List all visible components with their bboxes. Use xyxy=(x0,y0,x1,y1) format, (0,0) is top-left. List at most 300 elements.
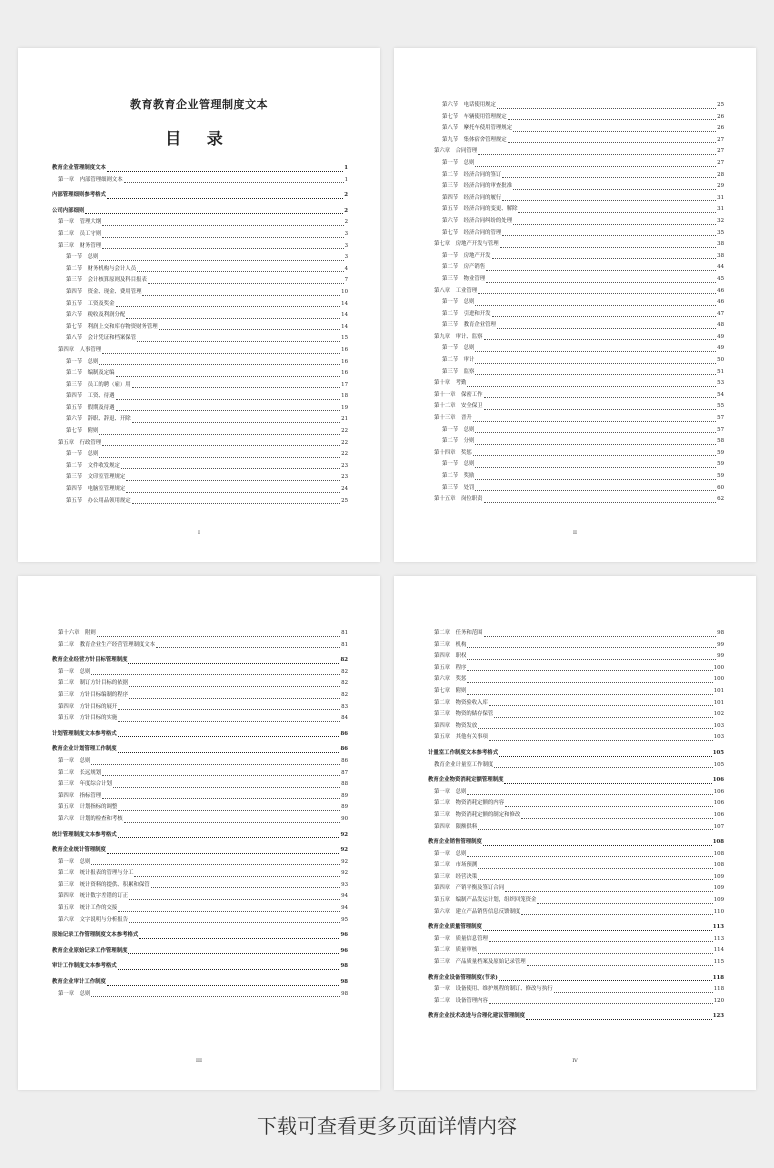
toc-entry-page: 100 xyxy=(713,676,724,683)
toc-entry-title: 第六节 辞职、辞退、开除 xyxy=(66,416,131,423)
toc-entry-page: 25 xyxy=(717,102,724,108)
toc-entry-page: 31 xyxy=(717,206,724,213)
toc-entry xyxy=(428,872,724,884)
toc-leader-dots xyxy=(483,930,712,931)
toc-entry-title: 第五节 办公用品领用规定 xyxy=(66,497,131,504)
toc-entry xyxy=(52,702,348,714)
toc-entry-title: 教育企业质量管理制度 xyxy=(428,924,482,931)
toc-leader-dots xyxy=(475,166,716,167)
toc-leader-dots xyxy=(508,119,716,120)
toc-entry xyxy=(428,378,724,390)
toc-leader-dots xyxy=(489,1003,713,1004)
toc-entry xyxy=(428,837,724,849)
toc-entry-page: 1 xyxy=(344,176,348,183)
toc-entry-title: 第六节 经济合同纠纷的处理 xyxy=(442,217,513,224)
toc-entry-title: 第一章 管理大纲 xyxy=(58,219,102,226)
toc-entry-page: 103 xyxy=(713,734,724,741)
document-page-2 xyxy=(394,48,756,562)
toc-leader-dots xyxy=(499,980,712,981)
toc-entry-title: 审计工作制度文本参考格式 xyxy=(52,963,117,970)
toc-entry-page: 10 xyxy=(341,288,348,295)
toc-entry-page: 3 xyxy=(344,242,348,249)
toc-entry xyxy=(52,333,348,345)
toc-entry-page: 22 xyxy=(341,428,348,435)
toc-entry-title: 第三章 财务管理 xyxy=(58,242,102,249)
toc-entry xyxy=(428,228,724,240)
toc-entry-page: 81 xyxy=(341,641,348,648)
toc-entry-page: 89 xyxy=(341,804,348,811)
toc-entry-title: 第九章 审计、监察 xyxy=(434,333,483,340)
toc-entry-title: 第一章 总则 xyxy=(58,858,91,865)
toc-leader-dots xyxy=(102,798,340,799)
toc-entry-title: 第五章 计划指标的调整 xyxy=(58,804,118,811)
toc-entry-title: 第十五章 岗位职责 xyxy=(434,496,483,503)
toc-entry-page: 105 xyxy=(712,749,724,756)
toc-leader-dots xyxy=(484,502,717,503)
toc-leader-dots xyxy=(129,922,340,923)
toc-entry-title: 第六章 合同管理 xyxy=(434,148,478,155)
toc-entry xyxy=(428,286,724,298)
toc-leader-dots xyxy=(489,941,713,942)
toc-entry xyxy=(428,274,724,286)
toc-entry-title: 教育企业销售管理制度 xyxy=(428,839,482,846)
toc-entry-title: 第三章 经营决策 xyxy=(434,873,478,880)
toc-entry-page: 16 xyxy=(341,370,348,377)
toc-entry xyxy=(428,320,724,332)
toc-entry xyxy=(428,810,724,822)
toc-entry xyxy=(428,343,724,355)
toc-entry-title: 统计管理制度文本参考格式 xyxy=(52,831,117,838)
toc-leader-dots xyxy=(102,775,340,776)
toc-entry-title: 第二节 房产销售 xyxy=(442,264,486,271)
toc-entry-title: 第九节 集体宿舍管理规定 xyxy=(442,136,507,143)
toc-leader-dots xyxy=(132,422,340,423)
toc-leader-dots xyxy=(467,856,712,857)
toc-leader-dots xyxy=(497,108,716,109)
toc-leader-dots xyxy=(475,432,716,433)
toc-entry-page: 51 xyxy=(717,368,724,375)
toc-leader-dots xyxy=(99,434,340,435)
toc-entry-title: 教育企业审计工作制度 xyxy=(52,979,106,986)
toc-entry-title: 第十二章 安全保卫 xyxy=(434,403,483,410)
toc-entry xyxy=(52,264,348,276)
toc-entry xyxy=(52,779,348,791)
toc-entry-page: 59 xyxy=(717,461,724,468)
toc-entry-page: 102 xyxy=(713,711,724,718)
toc-entry-title: 第三节 会计核算原则及科目报表 xyxy=(66,277,147,284)
toc-entry-title: 第二章 统计报表的管理与分工 xyxy=(58,870,134,877)
toc-entry xyxy=(428,216,724,228)
toc-entry-title: 第七节 车辆使用管理规定 xyxy=(442,113,507,120)
toc-entry xyxy=(52,802,348,814)
toc-entry xyxy=(52,484,348,496)
toc-entry-page: 54 xyxy=(717,391,724,398)
toc-entry-page: 106 xyxy=(713,788,724,795)
toc-entry-page: 22 xyxy=(341,439,348,446)
toc-entry-title: 第二章 任务和范围 xyxy=(434,630,483,636)
toc-leader-dots xyxy=(128,663,339,664)
toc-entry-page: 16 xyxy=(341,346,348,353)
toc-entry xyxy=(428,957,724,969)
toc-entry-page: 57 xyxy=(717,415,724,422)
toc-entry-page: 49 xyxy=(717,345,724,352)
toc-leader-dots xyxy=(502,177,716,178)
toc-entry-title: 第三章 统计资料的提供、积累和保管 xyxy=(58,881,150,888)
toc-entry-page: 4 xyxy=(344,265,348,272)
toc-entry xyxy=(52,857,348,869)
toc-entry xyxy=(52,414,348,426)
toc-entry xyxy=(52,163,348,175)
toc-entry-title: 第七章 房地产开发与管理 xyxy=(434,241,499,248)
toc-entry-page: 105 xyxy=(713,761,724,768)
toc-entry xyxy=(428,390,724,402)
toc-entry xyxy=(428,204,724,216)
toc-entry-title: 第五章 程序 xyxy=(434,664,467,671)
toc-entry xyxy=(428,355,724,367)
toc-entry xyxy=(428,775,724,787)
toc-entry xyxy=(428,181,724,193)
toc-entry xyxy=(52,830,348,842)
toc-entry-page: 92 xyxy=(341,870,348,877)
toc-entry-title: 第五章 行政管理 xyxy=(58,439,102,446)
toc-leader-dots xyxy=(467,670,712,671)
toc-entry-page: 1 xyxy=(344,165,348,171)
toc-list xyxy=(428,628,724,1023)
toc-entry-page: 26 xyxy=(717,113,724,120)
toc-entry-page: 83 xyxy=(341,703,348,710)
toc-entry xyxy=(428,709,724,721)
toc-leader-dots xyxy=(467,386,716,387)
toc-list xyxy=(428,100,724,506)
toc-entry xyxy=(428,628,724,640)
toc-entry-title: 第五节 经济合同的变更、解除 xyxy=(442,206,518,213)
toc-entry-page: 2 xyxy=(344,192,348,199)
toc-entry xyxy=(428,883,724,895)
toc-entry xyxy=(428,651,724,663)
toc-leader-dots xyxy=(526,1019,712,1020)
toc-leader-dots xyxy=(99,457,340,458)
toc-entry xyxy=(428,945,724,957)
toc-entry-title: 第三章 年度综合计划 xyxy=(58,781,112,788)
toc-entry xyxy=(52,472,348,484)
toc-entry-page: 27 xyxy=(717,136,724,143)
toc-leader-dots xyxy=(124,822,340,823)
toc-entry-title: 第二节 奖励 xyxy=(442,473,475,479)
toc-entry-title: 第七节 经济合同的管理 xyxy=(442,229,502,236)
toc-entry-title: 第十章 考勤 xyxy=(434,380,467,387)
toc-entry-title: 第一章 内部管理细则文本 xyxy=(58,176,123,183)
toc-entry-title: 第三章 物资消耗定额的制定和修改 xyxy=(434,811,521,818)
toc-entry-title: 第六章 奖惩 xyxy=(434,676,467,683)
toc-leader-dots xyxy=(116,399,341,400)
toc-entry xyxy=(428,413,724,425)
toc-entry-page: 118 xyxy=(713,986,724,993)
toc-entry xyxy=(52,310,348,322)
toc-entry-page: 108 xyxy=(713,862,724,869)
toc-entry-title: 计量室工作制度文本参考格式 xyxy=(428,749,499,756)
toc-entry xyxy=(428,721,724,733)
toc-entry xyxy=(428,787,724,799)
toc-entry-title: 第二章 教育企业生产经营管理制度文本 xyxy=(58,641,156,648)
toc-entry-title: 教育企业管理制度文本 xyxy=(52,165,106,171)
toc-leader-dots xyxy=(486,270,716,271)
toc-entry-page: 98 xyxy=(340,963,348,970)
toc-entry xyxy=(52,678,348,690)
toc-entry-title: 第三节 经济合同的审查批准 xyxy=(442,183,513,190)
toc-entry-title: 第四章 人事管理 xyxy=(58,346,102,353)
toc-entry-title: 第二节 经济合同的签订 xyxy=(442,171,502,178)
toc-entry-page: 48 xyxy=(717,322,724,329)
toc-leader-dots xyxy=(139,938,339,939)
toc-entry xyxy=(52,655,348,667)
toc-entry-title: 第三节 文印室管理规定 xyxy=(66,474,126,481)
document-page-1 xyxy=(18,48,380,562)
toc-leader-dots xyxy=(124,182,344,183)
toc-entry xyxy=(52,628,348,640)
toc-entry-page: 55 xyxy=(717,403,724,410)
toc-entry-title: 第一节 总则 xyxy=(442,426,475,433)
toc-entry-title: 第三章 产品质量档案及原始记录管理 xyxy=(434,959,526,966)
toc-entry-page: 86 xyxy=(340,730,348,737)
toc-leader-dots xyxy=(504,783,711,784)
toc-entry-page: 92 xyxy=(340,847,348,854)
toc-entry-page: 106 xyxy=(713,800,724,807)
toc-entry-title: 第一节 总则 xyxy=(442,159,475,166)
toc-entry-title: 第一节 总则 xyxy=(66,254,99,261)
toc-leader-dots xyxy=(467,694,712,695)
toc-entry-page: 3 xyxy=(344,254,348,261)
toc-entry-title: 第一章 总则 xyxy=(434,850,467,857)
toc-entry-page: 28 xyxy=(717,171,724,178)
toc-entry-title: 第二节 编制及定编 xyxy=(66,370,115,377)
toc-leader-dots xyxy=(91,674,340,675)
toc-entry-page: 114 xyxy=(713,947,724,954)
toc-entry xyxy=(428,146,724,158)
toc-leader-dots xyxy=(484,397,717,398)
toc-entry-page: 44 xyxy=(717,264,724,271)
toc-entry-page: 23 xyxy=(341,474,348,481)
toc-leader-dots xyxy=(156,647,340,648)
toc-entry-page: 123 xyxy=(712,1013,724,1020)
toc-leader-dots xyxy=(91,764,340,765)
toc-entry xyxy=(428,686,724,698)
toc-entry-page: 82 xyxy=(341,691,348,698)
toc-leader-dots xyxy=(91,996,340,997)
toc-entry-title: 第三章 物资的储存保管 xyxy=(434,711,494,718)
toc-entry-page: 49 xyxy=(717,333,724,340)
toc-entry-page: 109 xyxy=(713,873,724,880)
toc-leader-dots xyxy=(473,421,716,422)
toc-entry-page: 95 xyxy=(341,916,348,923)
toc-leader-dots xyxy=(118,969,340,970)
toc-list xyxy=(52,159,348,507)
toc-entry-page: 94 xyxy=(341,905,348,912)
download-more-caption: 下载可查看更多页面详情内容 xyxy=(257,1114,517,1138)
toc-leader-dots xyxy=(467,682,712,683)
toc-entry-title: 第三章 机构 xyxy=(434,641,467,648)
toc-entry-title: 第二节 分则 xyxy=(442,438,475,445)
toc-entry-page: 110 xyxy=(713,908,724,915)
toc-entry-page: 46 xyxy=(717,299,724,306)
toc-leader-dots xyxy=(475,467,716,468)
toc-entry-title: 第三节 教育企业管理 xyxy=(442,322,496,329)
toc-entry-page: 88 xyxy=(341,781,348,788)
toc-leader-dots xyxy=(118,752,340,753)
toc-leader-dots xyxy=(502,200,716,201)
toc-entry-title: 内部管理细则参考格式 xyxy=(52,192,106,199)
toc-entry xyxy=(52,391,348,403)
toc-leader-dots xyxy=(107,853,340,854)
toc-leader-dots xyxy=(159,329,340,330)
toc-entry-page: 92 xyxy=(341,858,348,865)
toc-entry-title: 第一节 总则 xyxy=(442,345,475,352)
toc-entry-page: 17 xyxy=(341,381,348,388)
toc-leader-dots xyxy=(486,282,716,283)
toc-entry-page: 60 xyxy=(717,484,724,491)
toc-entry xyxy=(428,459,724,471)
toc-entry-title: 第七节 利润上交和库存物资财务管理 xyxy=(66,323,158,330)
page-number: II xyxy=(573,530,577,536)
toc-entry-title: 第六章 计划的检查和考核 xyxy=(58,815,123,822)
toc-entry xyxy=(52,640,348,652)
toc-entry-page: 109 xyxy=(713,885,724,892)
toc-entry-title: 第十六章 附则 xyxy=(58,630,96,636)
toc-entry xyxy=(428,193,724,205)
toc-entry xyxy=(52,768,348,780)
toc-entry-page: 101 xyxy=(713,687,724,694)
toc-entry-title: 第五节 假期及待遇 xyxy=(66,404,115,411)
toc-leader-dots xyxy=(118,721,340,722)
toc-entry xyxy=(428,663,724,675)
toc-entry xyxy=(428,425,724,437)
toc-entry-title: 第一节 总则 xyxy=(66,358,99,365)
toc-leader-dots xyxy=(126,318,340,319)
toc-entry-page: 108 xyxy=(713,850,724,857)
toc-entry-page: 107 xyxy=(713,823,724,830)
toc-entry-title: 第八节 会计凭证和档案保管 xyxy=(66,335,137,342)
toc-leader-dots xyxy=(97,636,340,637)
toc-entry xyxy=(52,461,348,473)
toc-entry-page: 94 xyxy=(341,893,348,900)
toc-leader-dots xyxy=(513,189,716,190)
toc-leader-dots xyxy=(102,248,343,249)
toc-entry-title: 第六章 文字说明与分析报告 xyxy=(58,916,129,923)
toc-entry xyxy=(428,860,724,872)
toc-entry xyxy=(428,448,724,460)
toc-leader-dots xyxy=(121,468,340,469)
toc-entry-page: 103 xyxy=(713,722,724,729)
toc-entry-title: 计划管理制度文本参考格式 xyxy=(52,730,117,737)
toc-entry-title: 教育企业经营方针目标管理制度 xyxy=(52,657,128,664)
toc-entry xyxy=(428,922,724,934)
toc-entry xyxy=(428,984,724,996)
toc-entry-title: 第五章 编制产品发运计划，组织回笼资金 xyxy=(434,897,537,904)
toc-entry xyxy=(52,961,348,973)
toc-entry-page: 46 xyxy=(717,287,724,294)
toc-leader-dots xyxy=(489,740,713,741)
toc-entry-title: 教育企业统计管理制度 xyxy=(52,847,106,854)
toc-entry xyxy=(428,112,724,124)
toc-entry-title: 第二章 市场预测 xyxy=(434,862,478,869)
toc-entry-title: 第二节 审计 xyxy=(442,357,475,364)
toc-leader-dots xyxy=(484,339,717,340)
toc-entry xyxy=(428,748,724,760)
toc-entry-title: 第一节 房地产开发 xyxy=(442,252,491,259)
toc-entry xyxy=(52,791,348,803)
toc-entry-title: 第二节 文件收发规定 xyxy=(66,462,120,469)
toc-entry xyxy=(52,345,348,357)
toc-leader-dots xyxy=(91,864,340,865)
toc-entry-page: 14 xyxy=(341,300,348,307)
toc-leader-dots xyxy=(102,225,343,226)
toc-entry-page: 100 xyxy=(713,664,724,671)
toc-leader-dots xyxy=(126,480,340,481)
toc-leader-dots xyxy=(151,887,340,888)
toc-entry-page: 15 xyxy=(341,335,348,342)
document-page-3 xyxy=(18,576,380,1090)
toc-leader-dots xyxy=(118,810,340,811)
toc-entry-title: 第三章 方针目标编制的程序 xyxy=(58,691,129,698)
page-number: III xyxy=(196,1058,202,1064)
toc-entry-page: 50 xyxy=(717,357,724,364)
toc-entry xyxy=(428,251,724,263)
toc-entry xyxy=(52,845,348,857)
toc-entry-page: 98 xyxy=(340,979,348,986)
toc-entry xyxy=(52,380,348,392)
toc-leader-dots xyxy=(494,767,712,768)
toc-entry-title: 第八章 工业管理 xyxy=(434,287,478,294)
toc-entry-page: 35 xyxy=(717,229,724,236)
toc-entry xyxy=(428,239,724,251)
toc-leader-dots xyxy=(102,353,340,354)
toc-entry-page: 27 xyxy=(717,148,724,155)
toc-entry-title: 第一章 质量信息管理 xyxy=(434,935,488,942)
toc-entry-page: 47 xyxy=(717,310,724,317)
toc-entry-page: 59 xyxy=(717,449,724,456)
toc-entry-title: 第四章 限额供料 xyxy=(434,823,478,830)
toc-entry-title: 第十三章 晋升 xyxy=(434,415,472,422)
toc-entry xyxy=(428,309,724,321)
toc-entry-title: 第三节 监察 xyxy=(442,368,475,375)
toc-entry-page: 19 xyxy=(341,404,348,411)
toc-entry xyxy=(428,332,724,344)
toc-entry xyxy=(428,170,724,182)
toc-entry-title: 第二章 设备管理内容 xyxy=(434,997,488,1004)
toc-leader-dots xyxy=(475,363,716,364)
toc-entry-page: 99 xyxy=(717,641,724,648)
toc-entry-page: 25 xyxy=(341,497,348,504)
toc-leader-dots xyxy=(467,647,716,648)
toc-entry-title: 第一章 总则 xyxy=(58,990,91,997)
toc-entry xyxy=(52,744,348,756)
toc-entry-page: 21 xyxy=(341,416,348,423)
toc-entry xyxy=(52,275,348,287)
toc-leader-dots xyxy=(116,376,341,377)
toc-entry-page: 23 xyxy=(341,462,348,469)
toc-leader-dots xyxy=(492,316,717,317)
toc-entry-title: 第一节 总则 xyxy=(66,451,99,458)
toc-entry xyxy=(52,252,348,264)
toc-entry-title: 第一章 总则 xyxy=(434,788,467,795)
toc-entry xyxy=(52,880,348,892)
toc-leader-dots xyxy=(99,260,343,261)
toc-leader-dots xyxy=(118,709,340,710)
toc-leader-dots xyxy=(478,879,713,880)
toc-entry-page: 59 xyxy=(717,473,724,479)
toc-entry xyxy=(52,713,348,725)
toc-leader-dots xyxy=(537,903,712,904)
toc-leader-dots xyxy=(116,306,341,307)
